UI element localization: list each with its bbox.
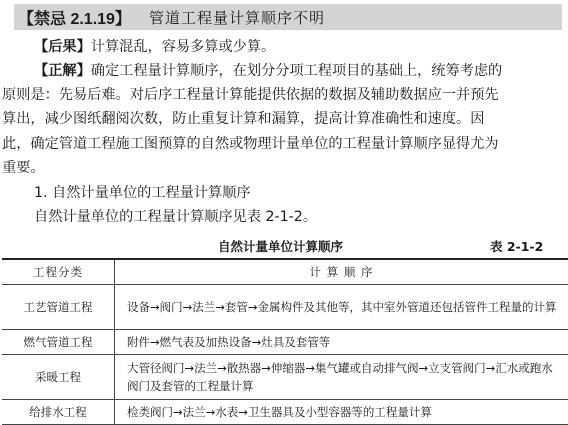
row-sequence: 设备→阀门→法兰→套管→金属构件及其他等，其中室外管道还包括管件工程量的计算 bbox=[115, 285, 568, 330]
consequence-text: 计算混乱，容易多算或少算。 bbox=[91, 39, 275, 55]
header-sequence: 计 算 顺 序 bbox=[115, 259, 568, 285]
row-category: 工艺管道工程 bbox=[2, 285, 115, 330]
row-sequence: 大管径阀门→法兰→散热器→伸缩器→集气罐或自动排气阀→立支管阀门→汇水或跑水阀门及套管的工程量计算 bbox=[115, 355, 568, 400]
section-intro: 自然计量单位的工程量计算顺序见表 2-1-2。 bbox=[34, 206, 317, 229]
answer-tag: 【正解】 bbox=[34, 63, 91, 79]
header-category: 工程分类 bbox=[2, 259, 115, 285]
rule-code: 【禁忌 2.1.19】 bbox=[14, 6, 131, 29]
consequence-paragraph bbox=[34, 36, 275, 59]
table-row bbox=[2, 285, 568, 330]
row-category: 采暖工程 bbox=[2, 355, 115, 400]
table-number: 表 2-1-2 bbox=[490, 237, 543, 255]
table-row bbox=[2, 330, 568, 355]
answer-line-4: 此，确定管道工程施工图预算的自然或物理计量单位的工程量计算顺序显得尤为 bbox=[2, 133, 499, 156]
row-sequence: 附件→燃气表及加热设备→灶具及套管等 bbox=[115, 330, 568, 355]
row-category: 给排水工程 bbox=[2, 400, 115, 425]
table-row bbox=[2, 400, 568, 425]
table-header-row bbox=[2, 259, 568, 285]
answer-text-1: 确定工程量计算顺序，在划分分项工程项目的基础上，统筹考虑的 bbox=[91, 63, 502, 79]
section-banner bbox=[14, 4, 562, 30]
table-title: 自然计量单位计算顺序 bbox=[218, 237, 343, 255]
row-sequence: 检类阀门→法兰→水表→卫生器具及小型容器等的工程量计算 bbox=[115, 400, 568, 425]
row-category: 燃气管道工程 bbox=[2, 330, 115, 355]
answer-line-1 bbox=[34, 60, 502, 83]
table-row bbox=[2, 355, 568, 400]
rule-topic: 管道工程量计算顺序不明 bbox=[149, 7, 325, 28]
section-heading: 1. 自然计量单位的工程量计算顺序 bbox=[34, 182, 251, 205]
answer-line-3: 算出，减少图纸翻阅次数，防止重复计算和漏算，提高计算准确性和速度。因 bbox=[2, 108, 484, 131]
consequence-tag: 【后果】 bbox=[34, 39, 91, 55]
calculation-order-table bbox=[2, 258, 568, 425]
answer-line-5: 重要。 bbox=[2, 157, 45, 180]
answer-line-2: 原则是：先易后难。对后序工程量计算能提供依据的数据及辅助数据应一并预先 bbox=[2, 84, 499, 107]
